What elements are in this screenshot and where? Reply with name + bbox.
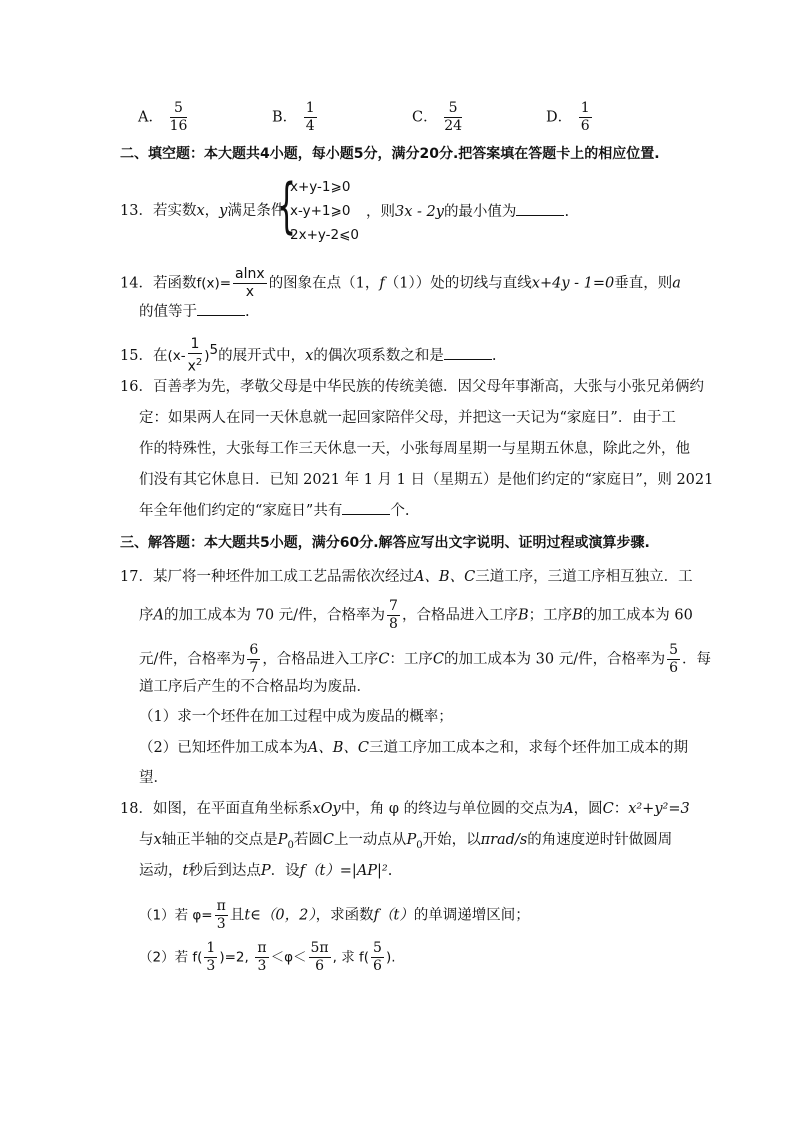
q14-text: 的值等于 bbox=[139, 304, 197, 320]
section-heading-fill-in: 二、填空题：本大题共4小题，每小题5分，满分20分.把答案填在答题卡上的相应位置. bbox=[120, 146, 660, 162]
q17-text: 17．某厂将一种坯件加工成工艺品需依次经过 bbox=[120, 569, 414, 585]
q13-expression: 3x - 2y bbox=[395, 204, 444, 220]
q18-text: ，圆 bbox=[573, 801, 603, 817]
denominator: 24 bbox=[444, 118, 463, 134]
q17-step-b: B bbox=[517, 607, 529, 624]
answer-blank[interactable] bbox=[516, 201, 564, 216]
option-fraction bbox=[444, 100, 462, 135]
question-16-line: 16．百善孝为先，孝敬父母是中华民族的传统美德．因父母年事渐高，大张与小张兄弟俩约 bbox=[120, 379, 704, 395]
q18-point-p: P bbox=[260, 863, 271, 879]
q13-end: . bbox=[564, 204, 570, 220]
numerator: 7 bbox=[389, 598, 398, 614]
q13-text: 满足条件 bbox=[227, 203, 286, 219]
q18-text: ： bbox=[613, 801, 629, 817]
q18-text: 的单调递增区间； bbox=[413, 907, 530, 924]
option-letter: D． bbox=[546, 109, 573, 126]
q18-text: , 求 f( bbox=[332, 949, 370, 966]
q17-text: （2）已知坯件加工成本为 bbox=[139, 740, 308, 756]
left-brace: { bbox=[277, 171, 297, 241]
question-14-line2 bbox=[139, 301, 250, 322]
numerator: π bbox=[216, 898, 226, 914]
numerator: 1 bbox=[305, 100, 315, 116]
q18-text: ，求函数 bbox=[315, 907, 374, 924]
q18-text: ＜φ＜ bbox=[270, 949, 307, 966]
q17-text: ，合格品进入工序 bbox=[262, 651, 379, 668]
q18-interval: t∈（0，2） bbox=[244, 907, 316, 924]
answer-blank[interactable] bbox=[444, 345, 492, 360]
q13-text: ，则 bbox=[366, 204, 395, 220]
q18-circle-eq: x²+y²=3 bbox=[628, 801, 690, 817]
question-17-line4: 道工序后产生的不合格品均为废品． bbox=[139, 679, 371, 695]
denominator: 3 bbox=[206, 958, 216, 974]
q14-line-equation: x+4y - 1=0 bbox=[531, 275, 615, 292]
q18-point-p0: P bbox=[277, 832, 288, 848]
denominator: 7 bbox=[249, 660, 259, 676]
denominator: 6 bbox=[373, 958, 382, 974]
option-b bbox=[272, 100, 319, 135]
numerator: 6 bbox=[249, 642, 259, 658]
q18-function: f（t） bbox=[373, 907, 414, 924]
q15-expr: ) bbox=[204, 347, 210, 364]
q17-fraction bbox=[387, 598, 400, 633]
q13-text: 13．若实数 bbox=[120, 203, 197, 219]
q14-text: 垂直，则 bbox=[614, 275, 673, 292]
q17-step-b: B bbox=[572, 607, 583, 624]
q18-text: 秒后到达点 bbox=[188, 863, 261, 879]
q18-text: （1）若 φ= bbox=[139, 907, 213, 924]
question-15 bbox=[120, 336, 496, 376]
q18-angular-speed: πrad/s bbox=[480, 832, 528, 848]
q17-step-c: C bbox=[432, 651, 445, 668]
numerator: 5 bbox=[444, 100, 462, 118]
q15-power: 5 bbox=[209, 342, 219, 358]
q17-text: ．每 bbox=[682, 651, 712, 668]
q18-function: f（t）=|AP|² bbox=[299, 863, 388, 879]
q14-f: f bbox=[379, 275, 385, 292]
question-16-line: 作的特殊性，大张每工作三天休息一天，小张每周星期一与星期五休息，除此之外，他 bbox=[139, 441, 690, 457]
q13-var-y: y bbox=[219, 203, 228, 219]
q18-text: ). bbox=[385, 949, 396, 966]
q17-step-a: A bbox=[153, 607, 164, 624]
q18-text: 且 bbox=[229, 907, 245, 924]
numerator: 5 bbox=[170, 100, 188, 118]
q18-fraction bbox=[255, 940, 268, 975]
q18-text: 轴正半轴的交点是 bbox=[161, 832, 278, 848]
q13-text: 的最小值为 bbox=[443, 204, 517, 220]
question-13 bbox=[120, 201, 285, 221]
q18-text: . bbox=[387, 863, 393, 879]
q18-text: 18．如图，在平面直角坐标系 bbox=[120, 801, 313, 817]
q17-steps: A、B、C bbox=[413, 569, 476, 585]
q17-text: 的加工成本为 30 元/件，合格率为 bbox=[444, 651, 666, 668]
denominator: 4 bbox=[305, 118, 315, 134]
q18-text: ．设 bbox=[270, 863, 300, 879]
q18-text: 中，角 φ 的终边与单位圆的交点为 bbox=[340, 801, 564, 817]
denominator-exponent: 2 bbox=[195, 357, 203, 368]
q17-text: ：工序 bbox=[389, 651, 433, 668]
answer-blank[interactable] bbox=[342, 500, 390, 515]
q17-step-c: C bbox=[378, 651, 390, 668]
question-17-sub1: （1）求一个坯件在加工过程中成为废品的概率； bbox=[139, 709, 453, 725]
q13-comma: ， bbox=[204, 203, 220, 219]
q14-var-a: a bbox=[672, 275, 681, 292]
q18-plane: xOy bbox=[312, 801, 341, 817]
option-a bbox=[138, 100, 189, 135]
q18-circle-c: C bbox=[322, 832, 334, 848]
q16-text: 年全年他们约定的“家庭日”共有 bbox=[139, 503, 343, 519]
numerator: 5 bbox=[669, 642, 679, 658]
q15-text: 15．在 bbox=[120, 347, 168, 364]
numerator: 5π bbox=[310, 940, 329, 956]
option-d bbox=[546, 100, 594, 135]
q14-text: （1））处的切线与直线 bbox=[384, 275, 532, 292]
question-18-line2: 与x轴正半轴的交点是$P_0$若圆C上一动点从$P_0$开始，以πrad/s的角速度逆时针做圆周 bbox=[139, 832, 673, 851]
q14-text: 14．若函数 bbox=[120, 275, 197, 292]
q15-text: 的展开式中， bbox=[218, 347, 306, 364]
question-17-sub2-end: 望． bbox=[139, 770, 168, 786]
denominator: 6 bbox=[580, 118, 590, 134]
denominator: 6 bbox=[669, 660, 679, 676]
option-c bbox=[412, 100, 464, 135]
q17-text: 元/件，合格率为 bbox=[139, 651, 246, 668]
numerator: π bbox=[257, 940, 267, 956]
numerator: 5 bbox=[373, 940, 382, 956]
q15-var-x: x bbox=[305, 347, 314, 364]
denominator bbox=[188, 354, 203, 376]
q18-var-t: t bbox=[182, 863, 189, 879]
question-16-line: 定：如果两人在同一天休息就一起回家陪伴父母，并把这一天记为“家庭日”．由于工 bbox=[139, 410, 676, 426]
q18-text: 的角速度逆时针做圆周 bbox=[527, 832, 673, 848]
question-13-tail bbox=[366, 201, 569, 222]
question-17-line2 bbox=[139, 598, 693, 633]
constraint-row: 2x+y-2⩽0 bbox=[290, 227, 360, 243]
q18-point-p0: P bbox=[406, 832, 417, 848]
numerator: alnx bbox=[235, 266, 265, 282]
section-heading-solutions: 三、解答题：本大题共5小题，满分60分.解答应写出文字说明、证明过程或演算步骤. bbox=[120, 535, 650, 551]
question-18-sub1 bbox=[139, 898, 530, 933]
q18-fraction bbox=[215, 898, 228, 933]
q17-text: ，合格品进入工序 bbox=[401, 607, 518, 624]
denominator: 3 bbox=[257, 958, 267, 974]
denominator-base: x bbox=[187, 358, 196, 375]
q15-expr: (x- bbox=[167, 347, 186, 364]
option-fraction bbox=[170, 100, 188, 135]
question-14 bbox=[120, 266, 681, 301]
q18-text: 开始，以 bbox=[422, 832, 481, 848]
q15-fraction bbox=[188, 336, 203, 376]
q13-var-x: x bbox=[196, 203, 205, 219]
option-fraction bbox=[579, 100, 592, 135]
q18-text: )=2, bbox=[219, 949, 249, 966]
numerator: 1 bbox=[206, 940, 216, 956]
q16-end: 个. bbox=[390, 503, 410, 519]
denominator: 3 bbox=[216, 916, 226, 932]
q15-end: . bbox=[491, 347, 497, 364]
constraint-row: x+y-1⩾0 bbox=[290, 179, 351, 195]
question-18-line1 bbox=[120, 799, 690, 819]
constraint-row: x-y+1⩾0 bbox=[290, 203, 351, 219]
denominator: 16 bbox=[169, 118, 188, 134]
q17-text: ；工序 bbox=[528, 607, 573, 624]
q18-text: （2）若 f( bbox=[139, 949, 203, 966]
denominator: 6 bbox=[315, 958, 325, 974]
q18-fraction bbox=[204, 940, 217, 975]
question-18-line3 bbox=[139, 861, 392, 881]
q14-text: 的图象在点（1， bbox=[268, 275, 380, 292]
q17-text: 序 bbox=[139, 607, 154, 624]
q17-text: 三道工序，三道工序相互独立．工 bbox=[475, 569, 693, 585]
q18-var-x: x bbox=[153, 832, 162, 848]
question-17-line1 bbox=[120, 567, 693, 587]
q18-point-a: A bbox=[563, 801, 574, 817]
q14-function: f(x)= bbox=[196, 275, 232, 292]
denominator: x bbox=[245, 284, 255, 300]
q18-text: 运动， bbox=[139, 863, 183, 879]
q17-text: 的加工成本为 60 bbox=[582, 607, 693, 624]
question-16-line: 们没有其它休息日．已知 2021 年 1 月 1 日（星期五）是他们约定的“家庭日”，则 2021 bbox=[139, 472, 714, 488]
q18-text: 与 bbox=[139, 832, 154, 848]
q18-text: 若圆 bbox=[293, 832, 323, 848]
numerator: 1 bbox=[188, 336, 203, 354]
option-letter: A． bbox=[138, 109, 163, 126]
denominator: 8 bbox=[389, 616, 398, 632]
option-fraction bbox=[304, 100, 317, 135]
q17-fraction bbox=[667, 642, 680, 677]
q14-fraction bbox=[233, 266, 267, 301]
q18-text: 上一动点从 bbox=[333, 832, 407, 848]
q18-circle-c: C bbox=[602, 801, 614, 817]
q17-text: 的加工成本为 70 元/件，合格率为 bbox=[163, 607, 386, 624]
option-letter: C． bbox=[412, 109, 438, 126]
question-17-sub2 bbox=[139, 738, 688, 758]
question-17-line3 bbox=[139, 642, 711, 677]
q17-steps: A、B、C bbox=[307, 740, 369, 756]
numerator: 1 bbox=[580, 100, 590, 116]
q17-fraction bbox=[247, 642, 260, 677]
answer-blank[interactable] bbox=[197, 301, 245, 316]
question-18-sub2 bbox=[139, 940, 396, 975]
option-letter: B． bbox=[272, 109, 298, 126]
q18-fraction bbox=[371, 940, 384, 975]
q17-text: 三道工序加工成本之和，求每个坯件加工成本的期 bbox=[368, 740, 688, 756]
q18-fraction bbox=[309, 940, 331, 975]
q14-end: . bbox=[245, 304, 250, 320]
q15-text: 的偶次项系数之和是 bbox=[313, 347, 444, 364]
question-16-last-line bbox=[139, 500, 409, 521]
